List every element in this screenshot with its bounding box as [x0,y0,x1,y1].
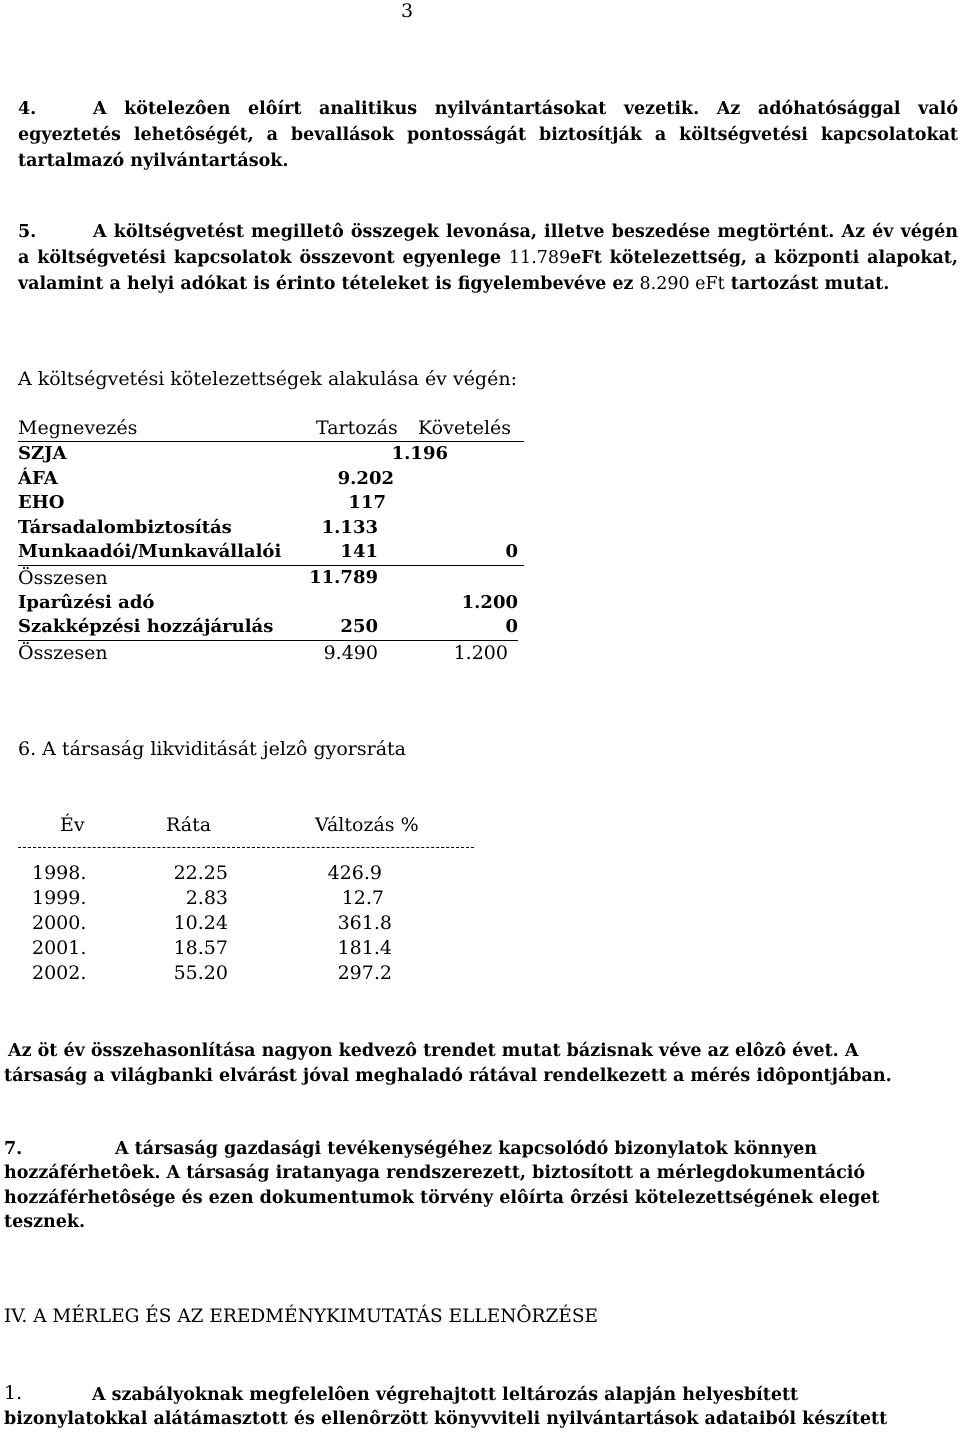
row-rate: 18.57 [173,937,228,959]
header-rate: Ráta [166,814,212,836]
table-row: Iparûzési adó 1.200 [18,592,518,613]
paragraph-7-number: 7. [4,1139,23,1159]
row-year: 1998. [32,862,87,884]
paragraph-7-line-2: hozzáférhetôek. A társaság iratanyaga rendszerezett, biztosított a mérlegdokumentáció [4,1163,866,1183]
row-change: 297.2 [337,962,392,984]
dashed-divider [18,847,474,848]
summary-line-2: társaság a világbanki elvárást jóval meghaladó rátával rendelkezett a mérés idôpontjában. [4,1066,892,1086]
paragraph-7-line-1: A társaság gazdasági tevékenységéhez kapcsolódó bizonylatok könnyen [115,1139,818,1159]
row-year: 1999. [32,887,87,909]
paragraph-7-line-4: tesznek. [4,1212,86,1232]
section-6-title: 6. A társaság likviditását jelzô gyorsráta [18,738,407,760]
balance-value: 11.789 [508,248,571,268]
table-row: Szakképzési hozzájárulás 250 0 [18,615,518,641]
paragraph-1-number: 1. [4,1382,23,1404]
page-number: 3 [401,0,414,22]
row-year: 2002. [32,962,87,984]
paragraph-5: 5. A költségvetést megilletô összegek levonása, illetve beszedése megtörtént. Az év végén a költségvetési kapcsolatok összevont egyenlege 11.789eFt kötelezettség, a központi alapokat, valamint a helyi adókat is érinto tételeket is figyelembevéve ez 8.290 eFt tartozást mutat. [18,219,958,297]
header-change: Változás % [315,814,419,836]
row-change: 181.4 [337,937,392,959]
row-year: 2001. [32,937,87,959]
debt-value: 8.290 eFt [639,274,725,294]
paragraph-7-line-3: hozzáférhetôsége és ezen dokumentumok törvény elôírta ôrzési kötelezettségének eleget [4,1188,880,1208]
table-row: Társadalombiztosítás 1.133 [18,517,378,538]
table-row: Munkaadói/Munkavállalói 141 0 [18,540,524,566]
paragraph-5-number: 5. [18,222,37,242]
row-change: 361.8 [337,912,392,934]
row-change: 12.7 [341,887,384,909]
paragraph-1-line-1: A szabályoknak megfelelôen végrehajtott leltározás alapján helyesbített [92,1385,799,1405]
row-rate: 10.24 [173,912,228,934]
row-change: 426.9 [327,862,382,884]
table-row: SZJA 1.196 [18,443,448,464]
table-row-total: Összesen 11.789 [18,567,378,589]
table-row: ÁFA 9.202 [18,468,394,489]
paragraph-4: A kötelezôen elôírt analitikus nyilvántartásokat vezetik. Az adóhatósággal való egyeztetés lehetôségét, a bevallások pontosságát biztosítják a költségvetési kapcsolatokat tartalmazó nyilvántartások. [18,99,958,171]
paragraph-4-number: 4. [18,99,37,119]
section-4-title: IV. A MÉRLEG ÉS AZ EREDMÉNYKIMUTATÁS ELLENÔRZÉSE [4,1306,599,1327]
table-row: EHO 117 [18,492,386,513]
row-rate: 22.25 [173,862,228,884]
table-header: Megnevezés Tartozás Követelés [18,416,524,442]
table-row-total: Összesen 9.490 1.200 [18,642,508,664]
summary-line-1: Az öt év összehasonlítása nagyon kedvezô trendet mutat bázisnak véve az elôzô évet. A [8,1041,859,1061]
table1-title: A költségvetési kötelezettségek alakulása év végén: [18,368,517,390]
paragraph-1-line-2: bizonylatokkal alátámasztott és ellenôrzött könyvviteli nyilvántartások adataiból készített [4,1409,888,1429]
header-year: Év [60,814,85,836]
row-rate: 55.20 [173,962,228,984]
row-rate: 2.83 [185,887,228,909]
row-year: 2000. [32,912,87,934]
